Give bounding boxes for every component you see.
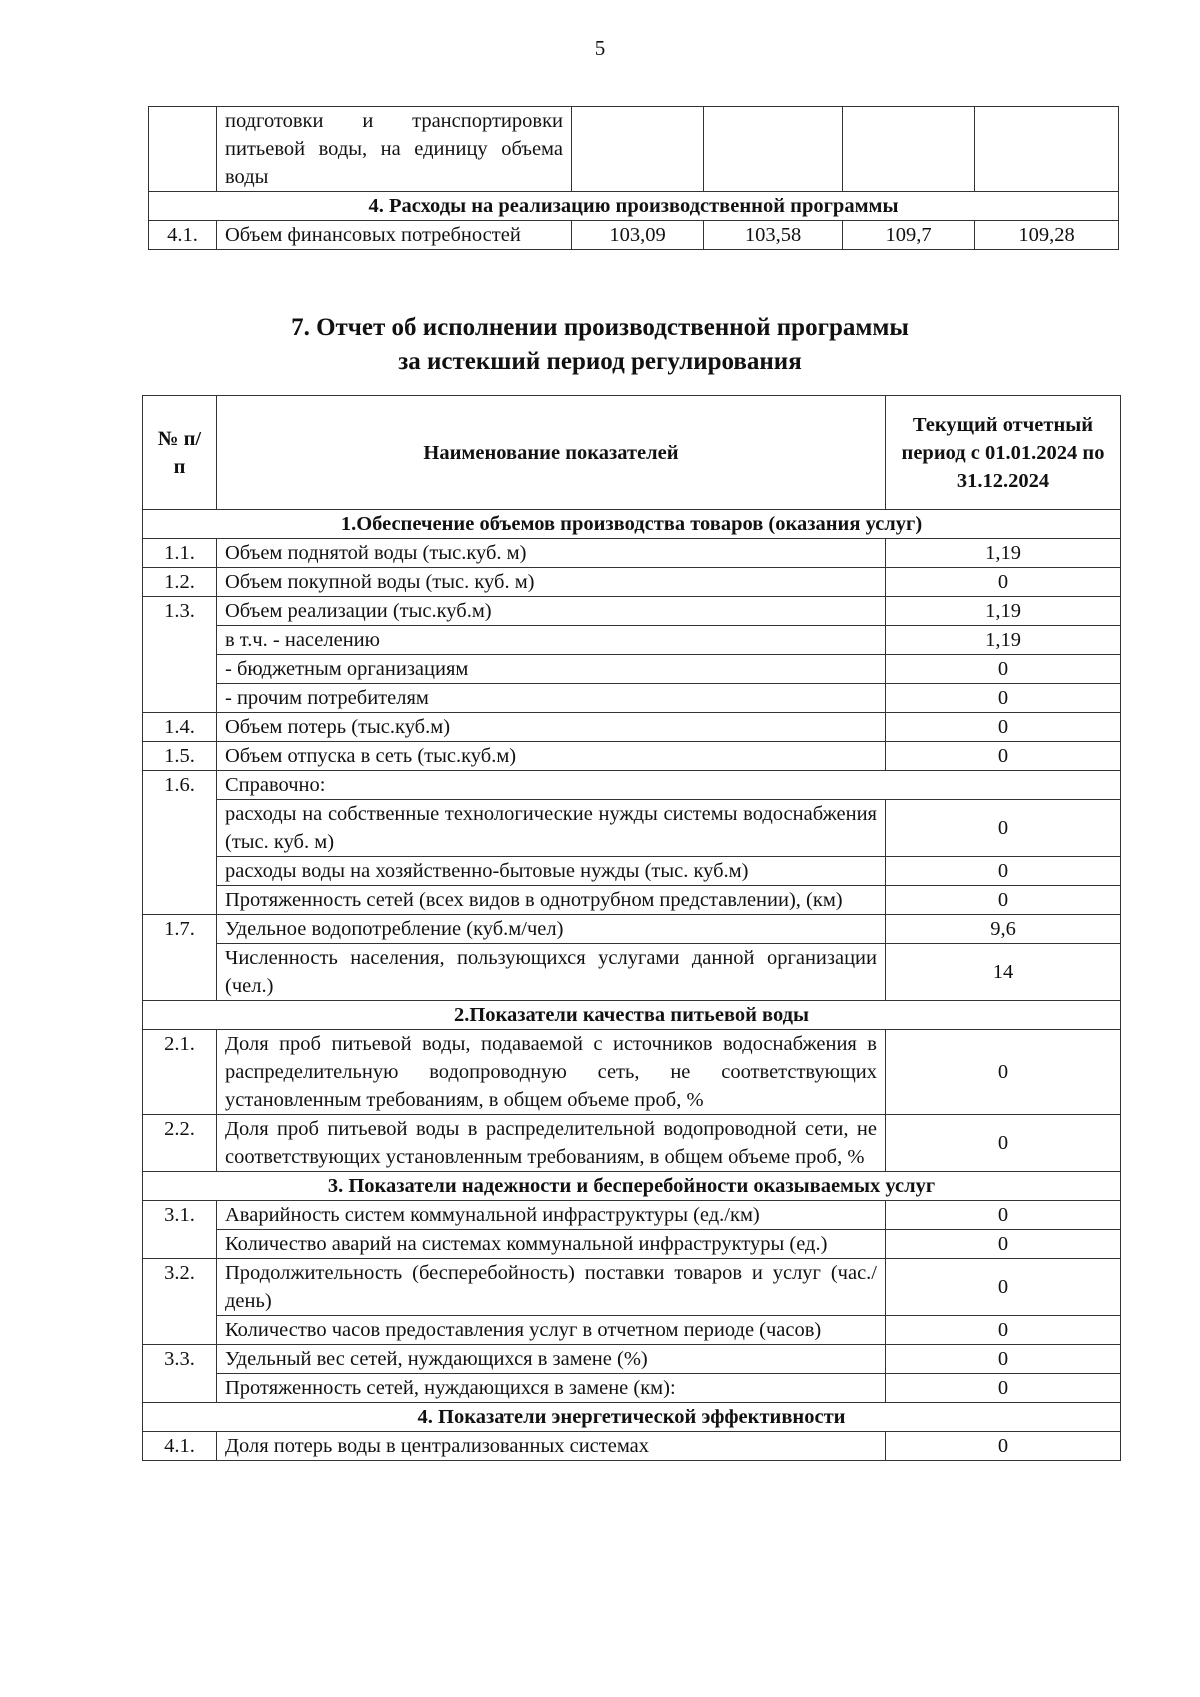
num-cell: 2.1.: [143, 1030, 217, 1115]
num-cell: 4.1.: [149, 221, 217, 250]
num-cell: [149, 107, 217, 192]
name-cell: Протяженность сетей, нуждающихся в замене (км):: [217, 1374, 886, 1403]
table-row: [149, 221, 1119, 250]
name-cell: Объем финансовых потребностей: [217, 221, 572, 250]
num-cell: 1.6.: [143, 771, 217, 915]
name-cell: - прочим потребителям: [217, 684, 886, 713]
name-cell: расходы на собственные технологические нужды системы водоснабжения (тыс. куб. м): [217, 800, 886, 857]
section-row: [149, 192, 1119, 221]
report-table: [142, 395, 1121, 1461]
table-row: [143, 655, 1121, 684]
name-cell: Объем реализации (тыс.куб.м): [217, 597, 886, 626]
section-title-line1: 7. Отчет об исполнении производственной программы: [291, 314, 909, 341]
section-row: [143, 510, 1121, 539]
header-row: [143, 396, 1121, 510]
table-row: [143, 1115, 1121, 1172]
name-cell: Протяженность сетей (всех видов в однотрубном представлении), (км): [217, 886, 886, 915]
name-cell: Объем покупной воды (тыс. куб. м): [217, 568, 886, 597]
page-number: 5: [594, 36, 606, 60]
name-cell: Объем отпуска в сеть (тыс.куб.м): [217, 742, 886, 771]
value-cell: 0: [886, 713, 1121, 742]
name-cell: подготовки и транспортировки питьевой воды, на единицу объема воды: [217, 107, 572, 192]
table-row: [143, 626, 1121, 655]
table-row: [143, 1374, 1121, 1403]
num-cell: 4.1.: [143, 1432, 217, 1461]
num-cell: 1.4.: [143, 713, 217, 742]
name-cell: - бюджетным организациям: [217, 655, 886, 684]
num-cell: 1.3.: [143, 597, 217, 713]
value-cell: 0: [886, 800, 1121, 857]
value-cell: 0: [886, 1432, 1121, 1461]
value-cell: 0: [886, 1030, 1121, 1115]
value-cell: 1,19: [886, 539, 1121, 568]
name-cell: Доля проб питьевой воды в распределительной водопроводной сети, не соответствующих установленным требованиям, в общем объеме проб, %: [217, 1115, 886, 1172]
name-cell: Объем потерь (тыс.куб.м): [217, 713, 886, 742]
num-cell: 3.1.: [143, 1201, 217, 1259]
value-cell: 0: [886, 886, 1121, 915]
header-value: Текущий отчетный период с 01.01.2024 по 31.12.2024: [886, 396, 1121, 510]
name-cell: Аварийность систем коммунальной инфраструктуры (ед./км): [217, 1201, 886, 1230]
value-cell: 0: [886, 568, 1121, 597]
value-cell: 14: [886, 944, 1121, 1001]
name-cell: Доля потерь воды в централизованных системах: [217, 1432, 886, 1461]
table-row: [143, 771, 1121, 800]
name-cell: в т.ч. - населению: [217, 626, 886, 655]
value-cell: 103,58: [704, 221, 843, 250]
table-row: [143, 944, 1121, 1001]
table-row: [143, 886, 1121, 915]
value-cell: 0: [886, 1115, 1121, 1172]
value-cell: [975, 107, 1119, 192]
section-heading: 4. Расходы на реализацию производственной программы: [149, 192, 1119, 221]
value-cell: 0: [886, 1230, 1121, 1259]
section-row: [143, 1403, 1121, 1432]
value-cell: 0: [886, 1374, 1121, 1403]
value-cell: 0: [886, 1201, 1121, 1230]
table-row: [143, 1259, 1121, 1316]
num-cell: 2.2.: [143, 1115, 217, 1172]
section-title-line2: за истекший период регулирования: [398, 348, 802, 375]
name-cell: Доля проб питьевой воды, подаваемой с источников водоснабжения в распределительную водопроводную сеть, не соответствующих установленным требованиям, в общем объеме проб, %: [217, 1030, 886, 1115]
value-cell: 1,19: [886, 597, 1121, 626]
header-num: № п/п: [143, 396, 217, 510]
value-cell: 0: [886, 684, 1121, 713]
table-row: [143, 915, 1121, 944]
table-row: [143, 1230, 1121, 1259]
table-row: [143, 742, 1121, 771]
value-cell: [572, 107, 704, 192]
production-program-table-continued: [148, 106, 1119, 250]
value-cell: 0: [886, 857, 1121, 886]
name-cell: Удельное водопотребление (куб.м/чел): [217, 915, 886, 944]
table-row: [143, 568, 1121, 597]
table-row: [143, 539, 1121, 568]
table-row: [143, 800, 1121, 857]
section-row: [143, 1001, 1121, 1030]
num-cell: 1.1.: [143, 539, 217, 568]
name-cell: Справочно:: [217, 771, 1121, 800]
name-cell: Количество часов предоставления услуг в отчетном периоде (часов): [217, 1316, 886, 1345]
table-row: [143, 1201, 1121, 1230]
name-cell: Численность населения, пользующихся услугами данной организации (чел.): [217, 944, 886, 1001]
table-row: [143, 1030, 1121, 1115]
value-cell: 0: [886, 1259, 1121, 1316]
value-cell: 0: [886, 1345, 1121, 1374]
header-name: Наименование показателей: [217, 396, 886, 510]
section-heading: 1.Обеспечение объемов производства товаров (оказания услуг): [143, 510, 1121, 539]
value-cell: 0: [886, 742, 1121, 771]
name-cell: Продолжительность (бесперебойность) поставки товаров и услуг (час./день): [217, 1259, 886, 1316]
section-heading: 2.Показатели качества питьевой воды: [143, 1001, 1121, 1030]
section-heading: 3. Показатели надежности и бесперебойности оказываемых услуг: [143, 1172, 1121, 1201]
num-cell: 1.7.: [143, 915, 217, 1001]
value-cell: [843, 107, 975, 192]
value-cell: [704, 107, 843, 192]
table-row: [143, 1345, 1121, 1374]
num-cell: 1.2.: [143, 568, 217, 597]
table-row: [143, 684, 1121, 713]
name-cell: Удельный вес сетей, нуждающихся в замене (%): [217, 1345, 886, 1374]
value-cell: 103,09: [572, 221, 704, 250]
value-cell: 0: [886, 655, 1121, 684]
name-cell: Объем поднятой воды (тыс.куб. м): [217, 539, 886, 568]
num-cell: 3.3.: [143, 1345, 217, 1403]
value-cell: 109,28: [975, 221, 1119, 250]
value-cell: 9,6: [886, 915, 1121, 944]
value-cell: 1,19: [886, 626, 1121, 655]
section-heading: 4. Показатели энергетической эффективности: [143, 1403, 1121, 1432]
table-row: [143, 1432, 1121, 1461]
name-cell: расходы воды на хозяйственно-бытовые нужды (тыс. куб.м): [217, 857, 886, 886]
name-cell: Количество аварий на системах коммунальной инфраструктуры (ед.): [217, 1230, 886, 1259]
table-row: [143, 857, 1121, 886]
num-cell: 3.2.: [143, 1259, 217, 1345]
table-row: [143, 1316, 1121, 1345]
table-row: [143, 713, 1121, 742]
section-row: [143, 1172, 1121, 1201]
table-row: [149, 107, 1119, 192]
value-cell: 109,7: [843, 221, 975, 250]
num-cell: 1.5.: [143, 742, 217, 771]
table-row: [143, 597, 1121, 626]
value-cell: 0: [886, 1316, 1121, 1345]
